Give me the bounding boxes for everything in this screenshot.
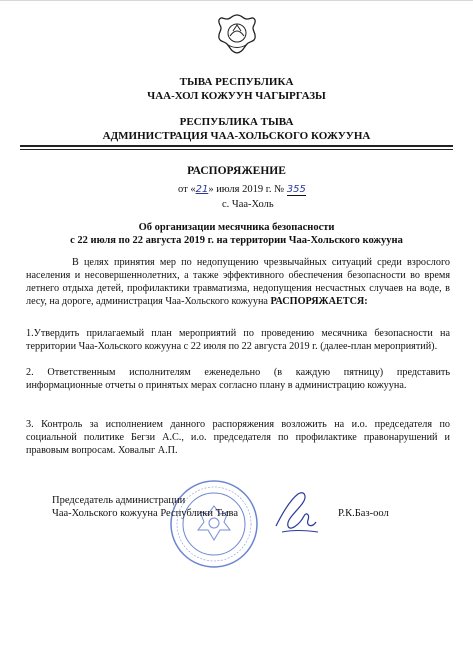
signatory-name: Р.К.Баз-оол xyxy=(338,508,389,519)
header-republic-ru: РЕСПУБЛИКА ТЫВА xyxy=(179,116,294,128)
header-rule-thick xyxy=(20,145,453,147)
order-item-1: 1.Утвердить прилагаемый план мероприятий по проведению месячника безопасности на территории Чаа-Хольского кожууна с 22 июля по 22 августа 2019 г. (далее-план мероприятий). xyxy=(26,328,450,352)
official-seal-icon xyxy=(168,478,260,570)
document-title-line2: с 22 июля по 22 августа 2019 г. на территории Чаа-Хольского кожууна xyxy=(70,235,403,246)
handwritten-signature-icon xyxy=(268,486,324,540)
order-item-3: 3. Контроль за исполнением данного распоряжения возложить на и.о. председателя по социальной политике Бегзи А.С., и.о. председателя по профилактике правонарушений и правовым вопросам. Ховалыг А.П. xyxy=(26,419,450,456)
signatory-position-line2: Чаа-Хольского кожууна Республики Тыва xyxy=(52,508,239,519)
document-date-line xyxy=(178,184,306,195)
order-item-2: 2. Ответственным исполнителям еженедельно (в каждую пятницу) представить информационные отчеты о принятых мерах согласно плану в администрацию кожууна. xyxy=(26,367,450,391)
document-place: с. Чаа-Холь xyxy=(222,199,274,210)
preamble-paragraph xyxy=(26,256,450,308)
date-day: 21 xyxy=(195,184,209,195)
document-title-line1: Об организации месячника безопасности xyxy=(138,222,335,233)
preamble-text: В целях принятия мер по недопущению чрезвычайных ситуаций среди взрослого населения и несовершеннолетних, а также эффективного обеспечения безопасности во время летнего отдыха детей, профилактики травматизма, недопущения несчастных случаев на воде, в лесу, на дороге, администрация Чаа-Хольского кожууна xyxy=(26,257,450,307)
header-kozhuun-tyvan: ЧАА-ХОЛ КОЖУУН ЧАГЫРГАЗЫ xyxy=(147,90,326,102)
document-number: 355 xyxy=(286,184,306,195)
header-republic-tyva: ТЫВА РЕСПУБЛИКА xyxy=(179,76,294,88)
preamble-emphasis: РАСПОРЯЖАЕТСЯ: xyxy=(270,296,368,307)
signatory-position-line1: Председатель администрации xyxy=(52,495,186,506)
date-rest: » июля 2019 г. № xyxy=(208,184,285,195)
document-type: РАСПОРЯЖЕНИЕ xyxy=(187,165,286,177)
header-administration: АДМИНИСТРАЦИЯ ЧАА-ХОЛЬСКОГО КОЖУУНА xyxy=(102,130,371,142)
coat-of-arms-icon xyxy=(216,12,258,56)
header-rule-thin xyxy=(20,149,453,150)
date-prefix: от « xyxy=(178,184,196,195)
